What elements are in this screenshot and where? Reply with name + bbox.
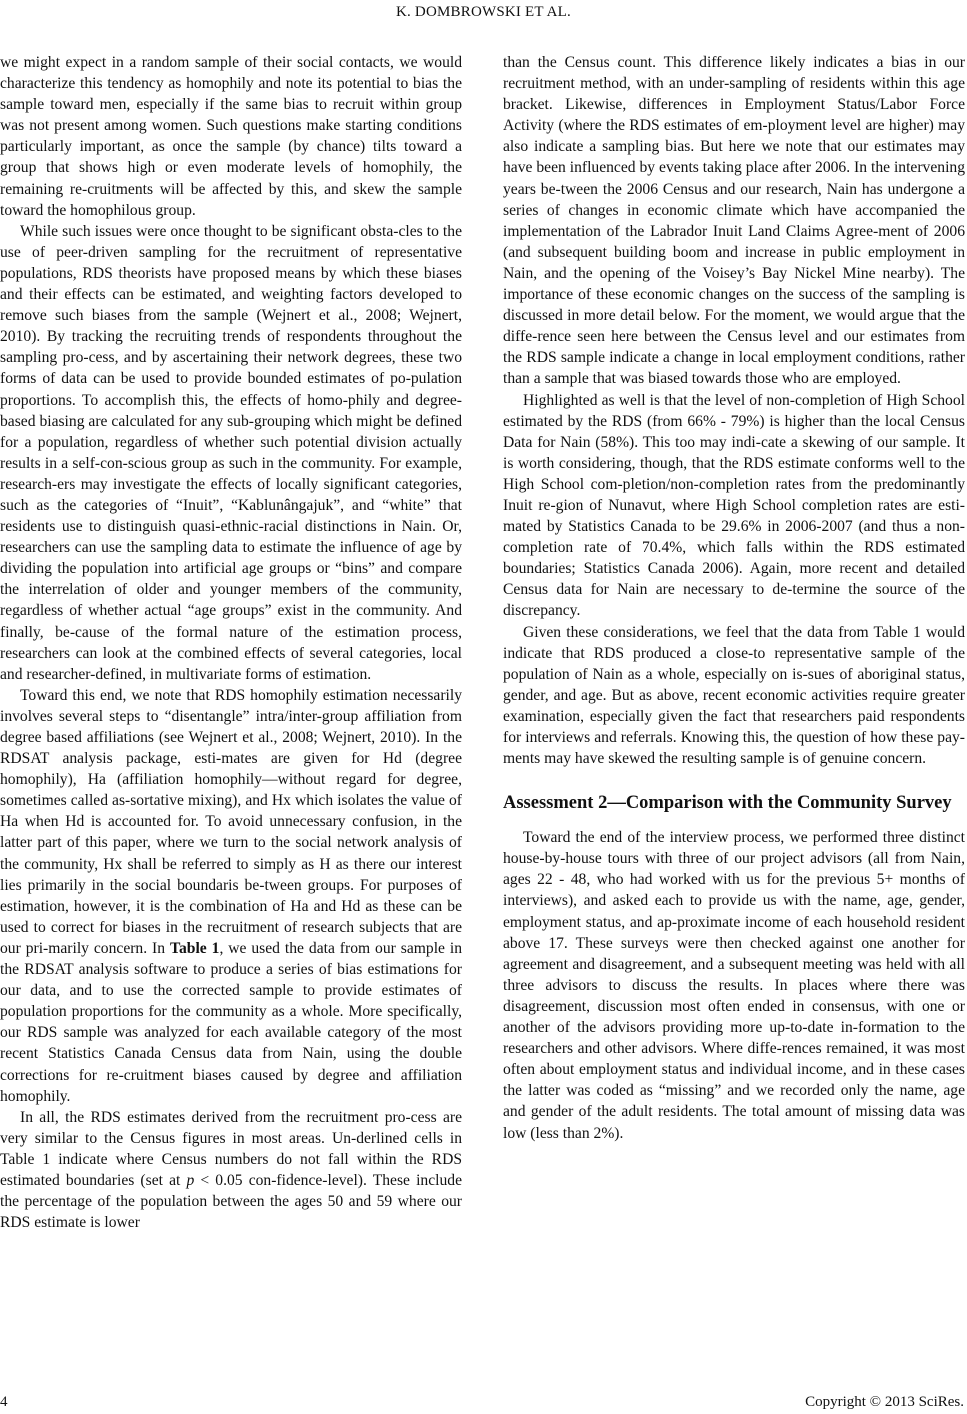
running-header: K. DOMBROWSKI ET AL. <box>396 4 571 20</box>
left-column <box>0 52 462 1233</box>
paragraph: Given these considerations, we feel that the data from Table 1 would indicate that RDS produced a close-to representative sample of the population of Nain as a whole, especially on is-sues of aboriginal status, gender, and age. But as above, recent economic activities require greater examination, especially given the fact that researchers paid respondents for interviews and referrals. Knowing this, the question of how these pay-ments may have skewed the resulting sample is of genuine concern. <box>503 623 965 768</box>
text: , we used the data from our sample in the RDSAT analysis software to produce a series of bias estimations for our data, and to use the corrected sample to provide estimates of population proportions for the community as a whole. More specifically, our RDS sample was analyzed for each available category of the most recent Statistics Canada Census data from Nain, using the double corrections for re-cruitment biases caused by degree and affiliation homophily. <box>0 939 463 1105</box>
text: Toward this end, we note that RDS homophily estimation necessarily involves several steps to “disentangle” intra/inter-group affiliation from degree based affiliations (see Wejnert et al., 2008; Wejnert, 2010). In the RDSAT analysis package, esti-mates are given for Hd (degree homophily), Ha (affiliation homophily—without regard for degree, sometimes called as-sortative mixing), and Hx which isolates the value of Ha when Hd is accounted for. To avoid unnecessary confusion, in the latter part of this paper, where we turn to the social network analysis of the community, Hx shall be referred to simply as H as there our interest lies primarily in the social boundaris be-tween groups. For purposes of estimation, however, it is the combination of Ha and Hd as these can be used to correct for biases in the recruitment of research subjects that are our pri-marily concern. In <box>0 686 462 957</box>
copyright-notice: Copyright © 2013 SciRes. <box>805 1394 964 1410</box>
right-column <box>503 52 965 1144</box>
paragraph <box>0 685 462 1107</box>
paragraph <box>0 1107 462 1234</box>
paragraph: Toward the end of the interview process, we performed three distinct house-by-house tours with three of our project advisors (all from Nain, ages 22 - 48, who had worked with us for the previous 5+ months of interviews), and asked each to provide us with the name, age, gender, employment status, and ap-proximate income of each household resident above 17. These surveys were then checked against one another for agreement and disagreement, and a subsequent meeting was held with all three advisors to discuss the results. In places where there was disagreement, discussion most often ended in consensus, with one or another of the advisors providing more up-to-date in-formation to the researchers and other advisors. Where diffe-rences remained, it was most often about employment status and individual income, and in these cases the latter was coded as “missing” and we recorded only the name, age and gender of the adult residents. The total amount of missing data was low (less than 2%). <box>503 829 965 1142</box>
page-number: 4 <box>0 1394 8 1410</box>
table-reference: Table 1 <box>170 939 220 957</box>
paragraph: Highlighted as well is that the level of non-completion of High School estimated by the RDS (from 66% - 79%) is higher than the local Census Data for Nain (58%). This too may indi-cate a skewing of our sample. It is worth considering, though, that the RDS estimate conforms well to the High School com-pletion/non-completion rates from the predominantly Inuit re-gion of Nunavut, where High School completion rates are esti-mated by Statistics Canada to be 29.6% in 2006-2007 (and thus a non-completion rate of 70.4%, which falls within the RDS estimated boundaries; Statistics Canada 2006). Again, more recent and detailed Census data for Nain are necessary to de-termine the source of the discrepancy. <box>503 391 965 620</box>
text: < 0.05 con-fidence-level). These include the percentage of the population between the ages 50 and 59 where our RDS estimate is lower <box>0 1171 462 1232</box>
paragraph: we might expect in a random sample of their social contacts, we would characterize this tendency as homophily and note its potential to bias the sample toward men, especially if the same bias to recruit within group was not present among women. Such questions make starting conditions particularly important, as once the sample (by chance) tilts toward a group that shows high or even moderate levels of homophily, the remaining re-cruitments will be affected by this, and skew the sample toward the homophilous group. <box>0 54 462 219</box>
text: In all, the RDS estimates derived from the recruitment pro-cess are very similar to the Census figures in most areas. Un-derlined cells in Table 1 indicate where Census numbers do not fall within the RDS estimated boundaries (set at <box>0 1108 462 1189</box>
paragraph: While such issues were once thought to be significant obsta-cles to the use of peer-driven sampling for the recruitment of representative populations, RDS theorists have proposed means by which these biases and their effects can be estimated, and weighting factors developed to remove such biases from the sample (Wejnert et al., 2008; Wejnert, 2010). By tracking the recruiting trends of respondents throughout the sampling pro-cess, and by ascertaining their network degrees, these two forms of data can be used to provide bounded estimates of po-pulation proportions. To accomplish this, the effects of homo-phily and degree-based biasing are calculated for any sub-grouping which might be defined for a population, regardless of whether such potential division actually results in a self-con-scious group as such in the community. For example, research-ers may investigate the effects of locally significant categories, such as the categories of “Inuit”, “Kablunângajuk”, and “white” that residents use to distinguish quasi-ethnic-racial distinctions in Nain. Or, researchers can use the sampling data to estimate the influence of age by dividing the population into artificial age groups or “bins” and compare the interrelation of older and younger members of the community, regardless of whether actual “age groups” exist in the community. And finally, be-cause of the formal nature of the estimation process, researchers can look at the combined effects of several categories, local and researcher-defined, in multivariate forms of estimation. <box>0 222 462 683</box>
paragraph: than the Census count. This difference likely indicates a bias in our recruitment method, with an under-sampling of residents within this age bracket. Likewise, differences in Employment Status/Labor Force Activity (where the RDS estimates of em-ployment level are higher) may also indicate a sampling bias. But here we note that our estimates may have been influenced by events taking place after 2006. In the intervening years be-tween the 2006 Census and our research, Nain has undergone a series of changes in economic climate which have accompanied the implementation of the Labrador Inuit Land Claims Agree-ment of 2006 (and subsequent building boom and increase in public employment in Nain, and the opening of the Voisey’s Bay Nickel Mine nearby). The importance of these economic changes on the success of the sampling is discussed in more detail below. For the moment, we would argue that the diffe-rence seen here between the Census level and our estimates from the RDS sample indicate a change in local employment conditions, rather than a sample that was biased towards those who are employed. <box>503 54 965 388</box>
section-heading: Assessment 2—Comparison with the Community Survey <box>503 793 952 814</box>
p-value-symbol: p <box>186 1171 195 1189</box>
